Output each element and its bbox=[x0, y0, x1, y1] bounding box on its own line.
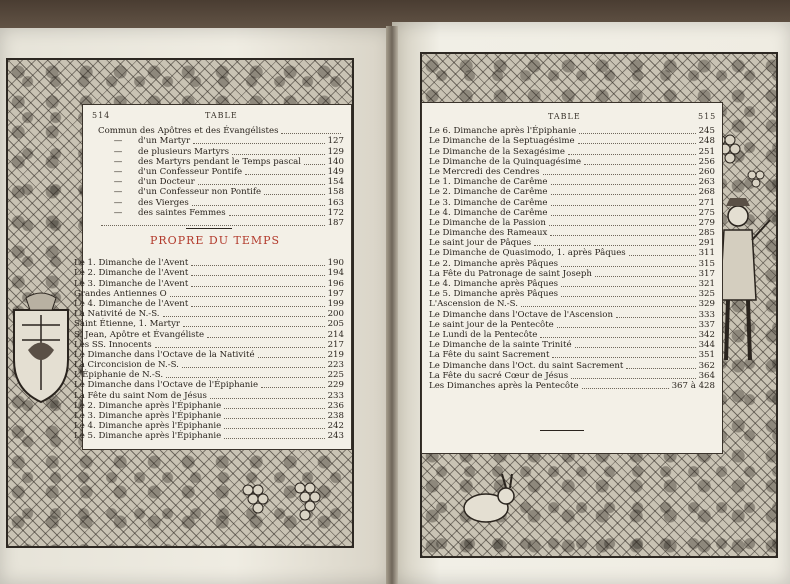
toc-entry bbox=[98, 197, 344, 207]
toc-entry-page: 242 bbox=[327, 421, 344, 432]
toc-entry-page: 214 bbox=[327, 329, 344, 340]
toc-entry-title: Le Dimanche dans l'Octave de la Nativité bbox=[74, 349, 255, 360]
toc-entry-page: 233 bbox=[327, 390, 344, 401]
toc-entry-title: Le 1. Dimanche de Carême bbox=[429, 177, 548, 188]
ditto-dash: — bbox=[113, 197, 123, 208]
toc-entry-title: Le Dimanche de la Sexagésime bbox=[429, 146, 565, 157]
toc-entry bbox=[429, 238, 715, 248]
toc-entry-page: 236 bbox=[327, 400, 344, 411]
dot-leader bbox=[304, 164, 325, 165]
toc-entry-title: Le Dimanche dans l'Oct. du saint Sacrement bbox=[429, 360, 624, 371]
common-saints-list bbox=[98, 126, 344, 228]
toc-entry-page: 263 bbox=[698, 177, 715, 188]
toc-entry bbox=[429, 248, 715, 258]
toc-entry bbox=[429, 279, 715, 289]
toc-entry-title: Le 5. Dimanche après Pâques bbox=[429, 289, 559, 300]
dot-leader bbox=[571, 378, 695, 379]
toc-entry bbox=[429, 218, 715, 228]
toc-entry bbox=[429, 177, 715, 187]
toc-entry bbox=[98, 177, 344, 187]
toc-entry bbox=[98, 208, 344, 218]
toc-entry-title: La Nativité de N.-S. bbox=[74, 309, 160, 320]
toc-entry bbox=[98, 218, 344, 228]
toc-entry-page: 329 bbox=[698, 299, 715, 310]
dot-leader bbox=[191, 265, 324, 266]
grape-cluster-icon bbox=[228, 470, 338, 534]
toc-entry bbox=[74, 431, 344, 441]
toc-entry-title: Le Dimanche des Rameaux bbox=[429, 228, 548, 239]
toc-entry bbox=[74, 380, 344, 390]
dot-leader bbox=[584, 164, 696, 165]
toc-entry-title: Le 3. Dimanche de l'Avent bbox=[74, 278, 189, 289]
toc-entry-page: 260 bbox=[698, 166, 715, 177]
toc-entry-page: 333 bbox=[698, 309, 715, 320]
toc-entry-page: 317 bbox=[698, 268, 715, 279]
dot-leader bbox=[281, 133, 341, 134]
dot-leader bbox=[170, 296, 325, 297]
toc-entry-title: Le 5. Dimanche après l'Épiphanie bbox=[74, 431, 222, 442]
toc-entry-title: La Circoncision de N.-S. bbox=[74, 360, 179, 371]
dot-leader bbox=[264, 194, 325, 195]
toc-entry-page: 154 bbox=[327, 177, 344, 188]
toc-entry-page: 342 bbox=[698, 329, 715, 340]
dot-leader bbox=[561, 296, 696, 297]
dot-leader bbox=[595, 276, 696, 277]
toc-entry bbox=[429, 371, 715, 381]
right-toc-list bbox=[429, 126, 715, 391]
toc-entry-page: 196 bbox=[327, 278, 344, 289]
toc-entry bbox=[98, 126, 344, 136]
toc-entry-page: 362 bbox=[698, 360, 715, 371]
dot-leader bbox=[551, 184, 696, 185]
toc-entry-title: des Martyrs pendant le Temps pascal bbox=[138, 156, 302, 167]
right-running-head: TABLE bbox=[548, 112, 581, 121]
toc-entry bbox=[98, 157, 344, 167]
toc-entry bbox=[429, 289, 715, 299]
toc-entry-page: 271 bbox=[698, 197, 715, 208]
toc-entry bbox=[74, 411, 344, 421]
toc-entry-title: La Fête du sacré Cœur de Jésus bbox=[429, 370, 569, 381]
section-title-propre-du-temps: PROPRE DU TEMPS bbox=[150, 234, 281, 247]
toc-entry bbox=[429, 309, 715, 319]
toc-entry-page: 325 bbox=[698, 289, 715, 300]
toc-entry-page: 364 bbox=[698, 370, 715, 381]
dot-leader bbox=[191, 286, 324, 287]
dot-leader bbox=[551, 215, 696, 216]
toc-entry-title: La Fête du saint Nom de Jésus bbox=[74, 390, 207, 401]
toc-entry-title: Saint Étienne, 1. Martyr bbox=[74, 319, 181, 330]
toc-entry-title: Les SS. Innocents bbox=[74, 339, 152, 350]
toc-entry-title: Le 6. Dimanche après l'Épiphanie bbox=[429, 126, 577, 137]
toc-entry-title: Le Dimanche dans l'Octave de l'Ascension bbox=[429, 309, 614, 320]
toc-entry-page: 197 bbox=[327, 288, 344, 299]
toc-entry bbox=[74, 390, 344, 400]
dot-leader bbox=[192, 205, 325, 206]
toc-entry bbox=[74, 329, 344, 339]
toc-entry-title: Le 3. Dimanche après l'Épiphanie bbox=[74, 411, 222, 421]
toc-entry bbox=[429, 360, 715, 370]
toc-entry-page: 268 bbox=[698, 187, 715, 198]
toc-entry-title: Le Dimanche dans l'Octave de l'Épiphanie bbox=[74, 380, 259, 391]
toc-entry bbox=[74, 289, 344, 299]
toc-entry-page: 127 bbox=[327, 136, 344, 147]
ditto-dash: — bbox=[113, 177, 123, 188]
toc-entry-page: 172 bbox=[327, 207, 344, 218]
dot-leader bbox=[198, 184, 325, 185]
toc-entry-title: Le 4. Dimanche après Pâques bbox=[429, 279, 559, 289]
toc-entry-title: La Fête du saint Sacrement bbox=[429, 350, 550, 361]
toc-entry bbox=[98, 136, 344, 146]
toc-entry-title: Le saint jour de Pâques bbox=[429, 238, 532, 249]
toc-entry-title: des Vierges bbox=[138, 197, 189, 208]
toc-entry-page: 291 bbox=[698, 238, 715, 249]
toc-entry-title: Le 3. Dimanche de Carême bbox=[429, 197, 548, 208]
toc-entry-title: Le Dimanche de la sainte Trinité bbox=[429, 340, 572, 351]
toc-entry bbox=[429, 350, 715, 360]
toc-entry-title: S. Jean, Apôtre et Évangéliste bbox=[74, 329, 205, 340]
dot-leader bbox=[191, 275, 324, 276]
dot-leader bbox=[210, 398, 325, 399]
dot-leader bbox=[245, 174, 324, 175]
toc-entry bbox=[429, 157, 715, 167]
toc-entry-title: Le 2. Dimanche de l'Avent bbox=[74, 268, 189, 279]
toc-entry-title: d'un Confesseur Pontife bbox=[138, 166, 243, 177]
dot-leader bbox=[543, 174, 696, 175]
toc-entry-title: Grandes Antiennes O bbox=[74, 288, 167, 299]
toc-entry-title: d'un Martyr bbox=[138, 136, 191, 147]
ditto-dash: — bbox=[113, 166, 123, 177]
dot-leader bbox=[549, 225, 696, 226]
toc-entry-page: 248 bbox=[698, 136, 715, 147]
toc-entry-title: de plusieurs Martyrs bbox=[138, 146, 229, 157]
left-running-head: TABLE bbox=[205, 111, 238, 120]
toc-entry-page: 311 bbox=[698, 248, 715, 259]
toc-entry-title: Le 2. Dimanche après Pâques bbox=[429, 258, 559, 269]
toc-entry bbox=[74, 299, 344, 309]
toc-entry-title: Le 4. Dimanche de Carême bbox=[429, 207, 548, 218]
section-rule bbox=[186, 228, 232, 229]
toc-entry-page: 217 bbox=[327, 339, 344, 350]
dot-leader bbox=[629, 255, 696, 256]
ditto-dash: — bbox=[113, 187, 123, 198]
toc-entry bbox=[429, 269, 715, 279]
toc-entry-page: 279 bbox=[698, 217, 715, 228]
toc-entry bbox=[429, 167, 715, 177]
dot-leader bbox=[578, 143, 696, 144]
toc-entry-title: Le Dimanche de la Quinquagésime bbox=[429, 156, 582, 167]
toc-entry-page: 251 bbox=[698, 146, 715, 157]
toc-entry-page: 285 bbox=[698, 228, 715, 239]
toc-entry bbox=[429, 381, 715, 391]
ditto-dash: — bbox=[113, 146, 123, 157]
toc-entry-page: 337 bbox=[698, 319, 715, 330]
ditto-dash: — bbox=[113, 136, 123, 147]
dot-leader bbox=[550, 235, 695, 236]
dot-leader bbox=[579, 133, 695, 134]
left-page-number: 514 bbox=[92, 111, 111, 120]
toc-entry-page: 187 bbox=[327, 217, 344, 228]
toc-entry-page: 229 bbox=[327, 380, 344, 391]
toc-entry bbox=[429, 258, 715, 268]
toc-entry-page: 158 bbox=[327, 187, 344, 198]
toc-entry-title: Le 4. Dimanche de l'Avent bbox=[74, 298, 189, 309]
toc-entry bbox=[74, 309, 344, 319]
toc-entry-title: Le 4. Dimanche après l'Épiphanie bbox=[74, 421, 222, 432]
toc-entry-page: 190 bbox=[327, 258, 344, 269]
toc-entry-page: 225 bbox=[327, 370, 344, 381]
dot-leader bbox=[191, 306, 324, 307]
dot-leader bbox=[166, 377, 325, 378]
toc-entry-page: 367 à 428 bbox=[671, 380, 715, 391]
end-rule bbox=[540, 430, 584, 431]
toc-entry-page: 200 bbox=[327, 309, 344, 320]
toc-entry-title: Commun des Apôtres et des Évangélistes bbox=[98, 126, 279, 137]
toc-entry-page: 344 bbox=[698, 340, 715, 351]
ditto-dash: — bbox=[113, 156, 123, 167]
right-page-number: 515 bbox=[698, 112, 717, 121]
dot-leader bbox=[101, 225, 325, 226]
toc-entry bbox=[74, 421, 344, 431]
toc-entry-page: 245 bbox=[698, 126, 715, 137]
toc-entry bbox=[429, 136, 715, 146]
toc-entry bbox=[429, 320, 715, 330]
toc-entry bbox=[429, 340, 715, 350]
dot-leader bbox=[561, 286, 696, 287]
toc-entry bbox=[74, 350, 344, 360]
dot-leader bbox=[540, 337, 695, 338]
dot-leader bbox=[534, 245, 695, 246]
dot-leader bbox=[182, 367, 325, 368]
dot-leader bbox=[163, 316, 325, 317]
toc-entry-title: L'Ascension de N.-S. bbox=[429, 299, 518, 310]
toc-entry bbox=[74, 370, 344, 380]
dot-leader bbox=[521, 306, 696, 307]
toc-entry-page: 205 bbox=[327, 319, 344, 330]
toc-entry bbox=[98, 187, 344, 197]
toc-entry bbox=[74, 278, 344, 288]
ditto-dash: — bbox=[113, 207, 123, 218]
dot-leader bbox=[229, 215, 325, 216]
toc-entry-title: Le 2. Dimanche après l'Épiphanie bbox=[74, 400, 222, 411]
toc-entry bbox=[429, 330, 715, 340]
dot-leader bbox=[224, 438, 324, 439]
toc-entry-page: 194 bbox=[327, 268, 344, 279]
dot-leader bbox=[224, 428, 324, 429]
toc-entry-page: 219 bbox=[327, 349, 344, 360]
toc-entry-title: La Fête du Patronage de saint Joseph bbox=[429, 268, 592, 279]
toc-entry-page: 256 bbox=[698, 156, 715, 167]
toc-entry-title: Le Dimanche de la Passion bbox=[429, 217, 546, 228]
dot-leader bbox=[582, 388, 669, 389]
dot-leader bbox=[557, 327, 696, 328]
toc-entry bbox=[74, 340, 344, 350]
toc-entry bbox=[429, 146, 715, 156]
toc-entry bbox=[74, 401, 344, 411]
toc-entry-title: Les Dimanches après la Pentecôte bbox=[429, 380, 579, 391]
toc-entry-page: 243 bbox=[327, 431, 344, 442]
toc-entry-page: 149 bbox=[327, 166, 344, 177]
toc-entry-title: Le Dimanche de la Septuagésime bbox=[429, 136, 575, 147]
toc-entry bbox=[98, 146, 344, 156]
dot-leader bbox=[551, 194, 696, 195]
toc-entry-page: 140 bbox=[327, 156, 344, 167]
dot-leader bbox=[232, 154, 325, 155]
toc-entry-title: Le Mercredi des Cendres bbox=[429, 166, 540, 177]
dot-leader bbox=[207, 337, 325, 338]
toc-entry-page: 223 bbox=[327, 360, 344, 371]
dot-leader bbox=[155, 347, 325, 348]
propre-du-temps-list bbox=[74, 258, 344, 441]
dot-leader bbox=[616, 317, 696, 318]
toc-entry-page: 238 bbox=[327, 411, 344, 421]
dot-leader bbox=[575, 347, 696, 348]
toc-entry-page: 199 bbox=[327, 298, 344, 309]
dot-leader bbox=[183, 326, 325, 327]
toc-entry bbox=[429, 197, 715, 207]
rabbit-icon bbox=[452, 470, 522, 530]
coat-of-arms-icon bbox=[8, 290, 74, 410]
dot-leader bbox=[224, 408, 324, 409]
dot-leader bbox=[258, 357, 325, 358]
toc-entry-title: d'un Docteur bbox=[138, 177, 195, 188]
toc-entry bbox=[429, 228, 715, 238]
toc-entry-title: Le 2. Dimanche de Carême bbox=[429, 187, 548, 198]
dot-leader bbox=[626, 368, 695, 369]
toc-entry-page: 315 bbox=[698, 258, 715, 269]
dot-leader bbox=[261, 387, 324, 388]
toc-entry bbox=[74, 258, 344, 268]
dot-leader bbox=[552, 357, 695, 358]
dot-leader bbox=[193, 143, 324, 144]
toc-entry bbox=[429, 126, 715, 136]
toc-entry-title: des saintes Femmes bbox=[138, 207, 226, 218]
toc-entry-title: Le 1. Dimanche de l'Avent bbox=[74, 258, 189, 269]
dot-leader bbox=[568, 154, 696, 155]
toc-entry-page: 129 bbox=[327, 146, 344, 157]
toc-entry-page: 275 bbox=[698, 207, 715, 218]
toc-entry-title: d'un Confesseur non Pontife bbox=[138, 187, 262, 198]
book-gutter bbox=[386, 26, 398, 584]
dot-leader bbox=[551, 205, 696, 206]
toc-entry bbox=[429, 208, 715, 218]
dot-leader bbox=[224, 418, 324, 419]
dot-leader bbox=[561, 266, 696, 267]
toc-entry bbox=[74, 268, 344, 278]
toc-entry bbox=[98, 167, 344, 177]
toc-entry-page: 163 bbox=[327, 197, 344, 208]
toc-entry bbox=[429, 187, 715, 197]
toc-entry bbox=[74, 360, 344, 370]
toc-entry bbox=[74, 319, 344, 329]
toc-entry-title: Le saint jour de la Pentecôte bbox=[429, 319, 554, 330]
toc-entry-title: Le Dimanche de Quasimodo, 1. après Pâques bbox=[429, 248, 626, 259]
toc-entry-page: 321 bbox=[698, 279, 715, 289]
toc-entry-page: 351 bbox=[698, 350, 715, 361]
toc-entry-title: L'Épiphanie de N.-S. bbox=[74, 370, 164, 381]
toc-entry-title: Le Lundi de la Pentecôte bbox=[429, 329, 538, 340]
toc-entry bbox=[429, 299, 715, 309]
